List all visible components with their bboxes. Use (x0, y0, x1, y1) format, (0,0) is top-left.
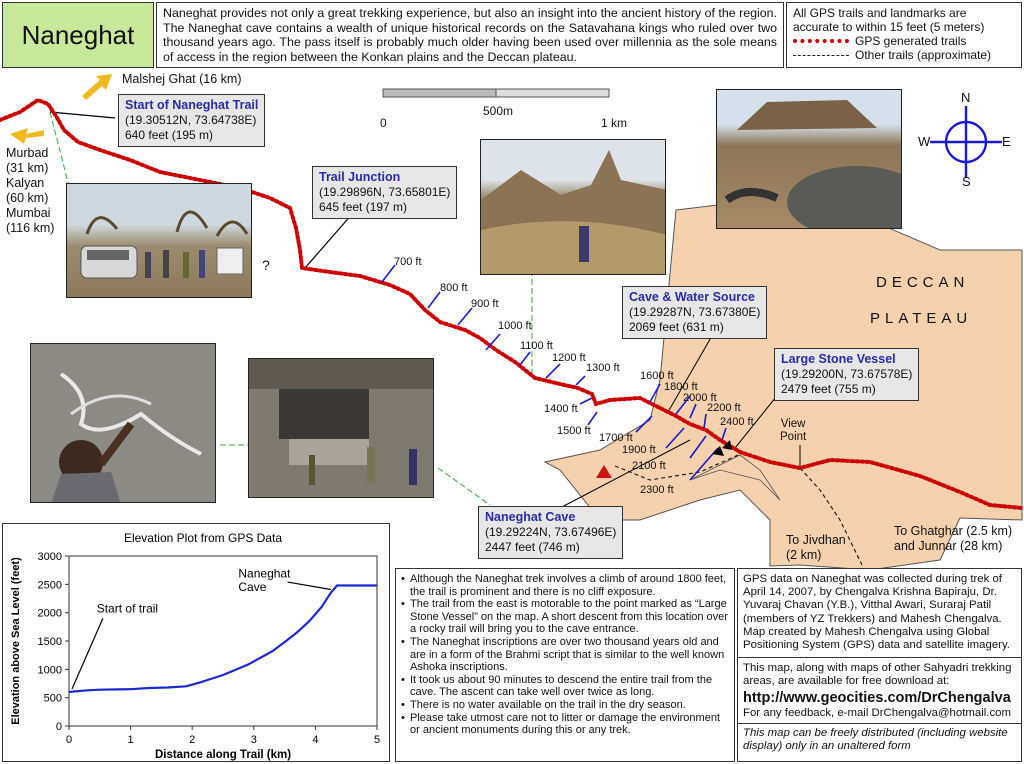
x-tick-label: 0 (65, 734, 73, 746)
place-junnar-name: and Junnar (28 km) (894, 539, 1003, 553)
legend-accuracy-1: All GPS trails and landmarks are (793, 6, 967, 20)
place-murbad-name: Murbad (6, 146, 49, 160)
pointer-line (50, 112, 115, 118)
waypoint-junction-coords: (19.29896N, 73.65801E) (319, 185, 451, 199)
legend-gps-swatch (793, 39, 849, 43)
place-kalyan-km: (60 km) (6, 191, 49, 205)
scale-zero: 0 (380, 116, 387, 130)
plot-area (69, 556, 377, 726)
annotation-cave-line1: Naneghat (238, 566, 291, 581)
elevation-chart-svg (3, 524, 389, 761)
elevation-point (321, 606, 323, 608)
view-point-line1: View (780, 418, 806, 430)
elevation-point (117, 689, 119, 691)
note-item: • There is no water available on the trail in the dry season. (401, 699, 729, 712)
elevation-point (259, 657, 261, 659)
legend-other-row (793, 48, 1015, 62)
elev-label: 1100 ft (520, 340, 553, 352)
y-tick-label: 1500 (37, 636, 62, 648)
place-ghatghar (894, 524, 1012, 554)
elevation-point (99, 689, 101, 691)
elevation-point (330, 592, 332, 594)
note-item: • Please take utmost care not to litter or damage the environment or ancient monuments during this or any trek. (401, 712, 729, 737)
map-title (2, 2, 154, 68)
elevation-point (247, 664, 249, 666)
waypoint-vessel-coords: (19.29200N, 73.67578E) (781, 367, 913, 381)
photo-plateau-view-scene (717, 90, 902, 229)
elev-label: 800 ft (440, 282, 468, 294)
waypoint-water (622, 286, 767, 339)
credits-text: GPS data on Naneghat was collected during trek of April 14, 2007, by Chengalva Krishna Bapiraju, Dr. Yuvaraj Chavan (Y.B.), Vitthal Awari, Suraraj Patil (members of YZ Trekkers) and Mahesh Chengalva. Map created by Mahesh Chengalva using Global Positioning System (GPS) data and satellite imagery. (743, 573, 1010, 652)
credits (737, 568, 1022, 762)
elevation-point (68, 691, 70, 693)
waypoint-start-name: Start of Naneghat Trail (125, 98, 259, 112)
y-tick-label: 3000 (37, 551, 62, 563)
elevation-point (185, 686, 187, 688)
elev-label: 2000 ft (683, 392, 717, 404)
waypoint-vessel-name: Large Stone Vessel (781, 352, 896, 366)
waypoint-vessel-alt: 2479 feet (755 m) (781, 382, 876, 396)
elev-label: 1800 ft (664, 381, 698, 393)
elev-label: 1200 ft (552, 352, 586, 364)
elev-label: 1600 ft (640, 370, 674, 382)
elevation-point (87, 690, 89, 692)
elevation-point (130, 688, 132, 690)
y-tick-label: 2500 (37, 579, 62, 592)
place-jivdhan (786, 533, 846, 563)
elevation-point (222, 674, 224, 676)
y-axis-label: Elevation above Sea Level (feet) (10, 557, 22, 725)
place-murbad (6, 146, 54, 236)
photo-plateau-view (716, 89, 902, 229)
compass-w: W (918, 134, 931, 149)
note-item: • It took us about 90 minutes to descend the entire trail from the cave. The ascent can take well over twice as long. (401, 674, 729, 699)
x-tick-label: 1 (127, 734, 134, 746)
elevation-point (376, 585, 378, 587)
waypoint-cave-alt: 2447 feet (746 m) (485, 540, 580, 554)
elevation-point (284, 641, 286, 643)
elev-label: 1300 ft (586, 362, 620, 374)
chart-title: Elevation Plot from GPS Data (123, 531, 283, 545)
waypoint-junction-alt: 645 feet (197 m) (319, 200, 408, 214)
elevation-point (148, 687, 150, 689)
elev-label: 2300 ft (640, 484, 674, 496)
waypoint-water-coords: (19.29287N, 73.67380E) (629, 305, 761, 319)
place-jivdhan-km: (2 km) (786, 548, 822, 562)
waypoint-start-alt: 640 feet (195 m) (125, 128, 214, 142)
elevation-point (345, 585, 347, 587)
compass-n: N (961, 90, 971, 105)
elevation-point (296, 632, 298, 634)
elev-label: 900 ft (471, 298, 499, 310)
elevation-point (271, 650, 273, 652)
photo-cave-scene (249, 359, 434, 498)
waypoint-cave (478, 506, 623, 559)
waypoint-start-coords: (19.30512N, 73.64738E) (125, 113, 257, 127)
waypoint-cave-name: Naneghat Cave (485, 510, 576, 524)
elev-label: 1500 ft (557, 425, 591, 437)
elevation-point (167, 687, 169, 689)
legend-gps-label: GPS generated trails (855, 34, 967, 48)
legend-gps-row (793, 34, 1015, 48)
elev-label: 2100 ft (632, 460, 666, 472)
place-kalyan-name: Kalyan (6, 176, 45, 190)
note-item: • Although the Naneghat trek involves a climb of around 1800 feet, the trail is prominent and there is no cliff exposure. (401, 573, 729, 598)
place-mumbai-km: (116 km) (6, 221, 55, 235)
place-ghatghar-name: To Ghatghar (2.5 km) (894, 524, 1013, 538)
elevation-point (308, 620, 310, 622)
photo-trail-start (66, 183, 252, 298)
y-tick-label: 0 (55, 721, 62, 733)
elev-label: 1900 ft (622, 444, 656, 456)
annotation-cave-line2: Cave (238, 580, 267, 595)
view-point-label (780, 418, 806, 444)
elevation-point (74, 691, 76, 693)
elev-label: 1400 ft (544, 403, 578, 415)
elevation-point (210, 678, 212, 680)
x-tick-label: 4 (312, 734, 319, 746)
website-link[interactable]: http://www.geocities.com/DrChengalva (743, 689, 1011, 706)
unknown-junction-mark: ? (262, 257, 270, 273)
elevation-point (198, 682, 200, 684)
label-deccan: DECCAN (876, 274, 970, 291)
credits-availability: This map, along with maps of other Sahyadri trekking areas, are available for free download at: (743, 662, 1012, 688)
direction-arrow-murbad (10, 128, 44, 144)
photo-inscriptions (30, 343, 216, 503)
x-axis-label: Distance along Trail (km) (154, 749, 292, 761)
elev-label: 2400 ft (720, 416, 754, 428)
elev-label: 700 ft (394, 256, 422, 268)
photo-trail-start-scene (67, 184, 252, 298)
scale-end: 1 km (601, 116, 628, 130)
y-tick-label: 500 (43, 692, 62, 705)
photo-inscriptions-scene (31, 344, 216, 503)
compass-s: S (962, 174, 971, 189)
elevation-point (235, 669, 237, 671)
legend-other-swatch (793, 55, 849, 56)
elev-label: 2200 ft (707, 402, 741, 414)
guide-line (438, 468, 490, 505)
elevation-point (336, 585, 338, 587)
scale-mid: 500m (483, 104, 514, 118)
waypoint-vessel (774, 348, 919, 401)
x-tick-label: 2 (189, 734, 196, 746)
compass-e: E (1002, 134, 1011, 149)
waypoint-start (118, 94, 265, 147)
feedback-email: For any feedback, e-mail DrChengalva@hotmail.com (743, 706, 1011, 719)
waypoint-water-name: Cave & Water Source (629, 290, 755, 304)
legend-other-label: Other trails (approximate) (855, 48, 992, 62)
intro-text: Naneghat provides not only a great trekking experience, but also an insight into the ancient history of the region. The Naneghat cave contains a wealth of unique historical records on the Satavahana kings who ruled over two thousand years ago. The pass itself is probably much older having been used over millennia as the sole means of access in the region between the Konkan plains and the Deccan plateau. (156, 2, 784, 68)
direction-arrow-malshej (82, 74, 112, 100)
waypoint-junction (312, 166, 457, 219)
elev-label: 1700 ft (599, 432, 633, 444)
photo-peak (480, 139, 666, 275)
place-jivdhan-name: To Jivdhan (786, 533, 846, 547)
waypoint-junction-name: Trail Junction (319, 170, 401, 184)
elev-label: 1000 ft (498, 320, 532, 332)
y-tick-label: 2000 (37, 607, 62, 620)
place-mumbai-name: Mumbai (6, 206, 51, 220)
view-point-line2: Point (780, 431, 807, 443)
compass-rose (930, 106, 1002, 178)
note-item: • The trail from the east is motorable to the point marked as “Large Stone Vessel” on the map. A short descent from this location over a rocky trail will bring you to the cave entrance. (401, 598, 729, 636)
legend-accuracy-2: accurate to within 15 feet (5 meters) (793, 20, 985, 34)
legend (786, 2, 1022, 68)
waypoint-water-alt: 2069 feet (631 m) (629, 320, 724, 334)
y-tick-label: 1000 (37, 664, 62, 677)
label-plateau: PLATEAU (870, 310, 973, 327)
annotation-start: Start of trail (96, 601, 159, 616)
map-title-text: Naneghat (21, 19, 135, 50)
license-note: This map can be freely distributed (including website display) only in an unaltered form (743, 726, 1008, 753)
note-item: • The Naneghat inscriptions are over two thousand years old and are in a form of the Brahmi script that is similar to the well known Ashoka inscriptions. (401, 636, 729, 674)
x-tick-label: 3 (250, 734, 257, 746)
waypoint-cave-coords: (19.29224N, 73.67496E) (485, 525, 617, 539)
photo-cave (248, 358, 434, 498)
place-malshej: Malshej Ghat (16 km) (122, 72, 242, 86)
place-murbad-km: (31 km) (6, 161, 49, 175)
photo-peak-scene (481, 140, 666, 275)
trek-notes (395, 568, 735, 762)
elevation-chart (2, 523, 390, 762)
x-tick-label: 5 (373, 734, 381, 746)
